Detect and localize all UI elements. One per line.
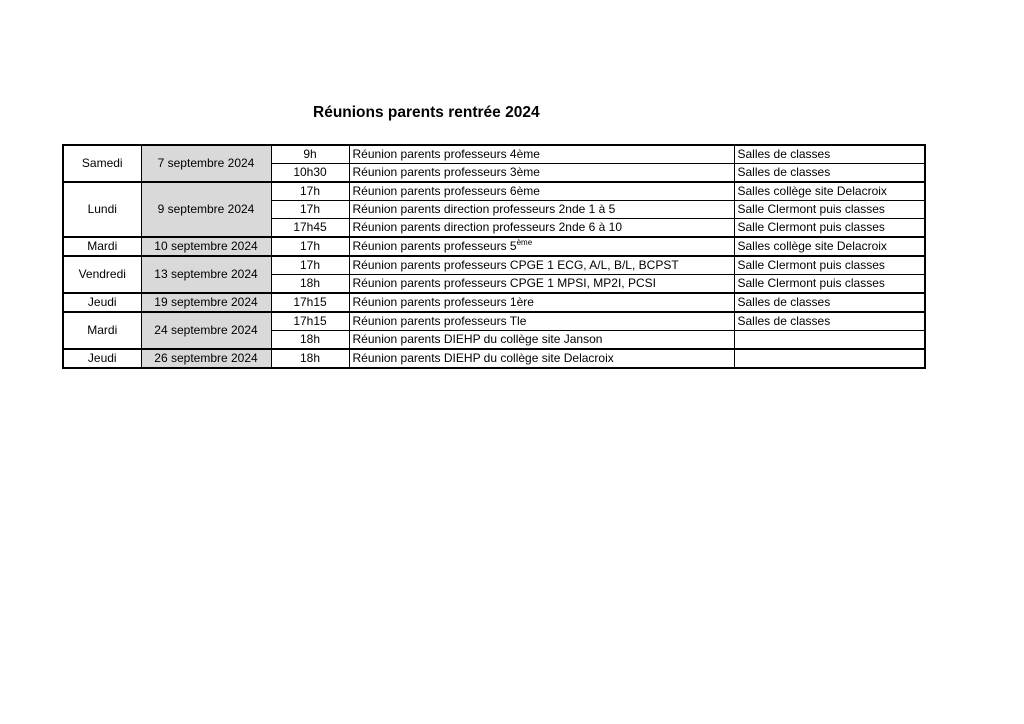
description-cell [349,293,734,312]
description-text: Réunion parents DIEHP du collège site Janson [352,332,603,346]
ordinal-superscript: ème [516,238,533,247]
room-cell: Salle Clermont puis classes [734,256,925,275]
date-cell: 26 septembre 2024 [141,349,271,368]
time-cell: 10h30 [271,164,349,183]
description-cell [349,145,734,164]
description-cell [349,237,734,256]
description-text: Réunion parents professeurs 4ème [352,147,540,161]
day-cell: Jeudi [63,293,141,312]
date-cell: 10 septembre 2024 [141,237,271,256]
time-cell: 17h15 [271,312,349,331]
time-cell: 17h45 [271,219,349,238]
room-cell: Salles de classes [734,293,925,312]
description-cell [349,349,734,368]
room-cell: Salles de classes [734,164,925,183]
day-cell: Jeudi [63,349,141,368]
description-text: Réunion parents professeurs 5 [352,239,517,253]
day-cell: Vendredi [63,256,141,293]
description-cell [349,219,734,238]
room-cell: Salle Clermont puis classes [734,219,925,238]
description-text: Réunion parents professeurs Tle [352,314,527,328]
room-cell [734,349,925,368]
room-cell: Salles de classes [734,312,925,331]
description-text: Réunion parents professeurs CPGE 1 MPSI, MP2I, PCSI [352,276,656,290]
time-cell: 18h [271,331,349,350]
description-cell [349,201,734,219]
table-row [63,145,925,164]
date-cell: 9 septembre 2024 [141,182,271,237]
description-cell [349,256,734,275]
day-cell: Samedi [63,145,141,182]
time-cell: 9h [271,145,349,164]
description-text: Réunion parents professeurs 6ème [352,184,540,198]
room-cell: Salles collège site Delacroix [734,182,925,201]
date-cell: 13 septembre 2024 [141,256,271,293]
meetings-table [62,144,926,369]
table-row [63,256,925,275]
room-cell: Salles collège site Delacroix [734,237,925,256]
description-text: Réunion parents professeurs 3ème [352,165,540,179]
time-cell: 17h [271,237,349,256]
day-cell: Mardi [63,312,141,349]
date-cell: 7 septembre 2024 [141,145,271,182]
description-cell [349,275,734,294]
table-row [63,182,925,201]
description-cell [349,182,734,201]
room-cell: Salle Clermont puis classes [734,201,925,219]
day-cell: Mardi [63,237,141,256]
time-cell: 18h [271,349,349,368]
description-cell [349,312,734,331]
description-text: Réunion parents direction professeurs 2nde 1 à 5 [352,202,616,216]
time-cell: 18h [271,275,349,294]
time-cell: 17h [271,256,349,275]
table-row [63,237,925,256]
meetings-table-body [63,145,925,368]
table-row [63,349,925,368]
room-cell: Salle Clermont puis classes [734,275,925,294]
description-text: Réunion parents DIEHP du collège site Delacroix [352,351,614,365]
description-text: Réunion parents professeurs CPGE 1 ECG, A/L, B/L, BCPST [352,258,679,272]
room-cell [734,331,925,350]
description-cell [349,331,734,350]
page-title: Réunions parents rentrée 2024 [313,104,540,121]
description-text: Réunion parents direction professeurs 2nde 6 à 10 [352,220,623,234]
date-cell: 24 septembre 2024 [141,312,271,349]
table-row [63,312,925,331]
description-text: Réunion parents professeurs 1ère [352,295,534,309]
time-cell: 17h [271,182,349,201]
table-row [63,293,925,312]
date-cell: 19 septembre 2024 [141,293,271,312]
day-cell: Lundi [63,182,141,237]
room-cell: Salles de classes [734,145,925,164]
time-cell: 17h [271,201,349,219]
description-cell [349,164,734,183]
time-cell: 17h15 [271,293,349,312]
